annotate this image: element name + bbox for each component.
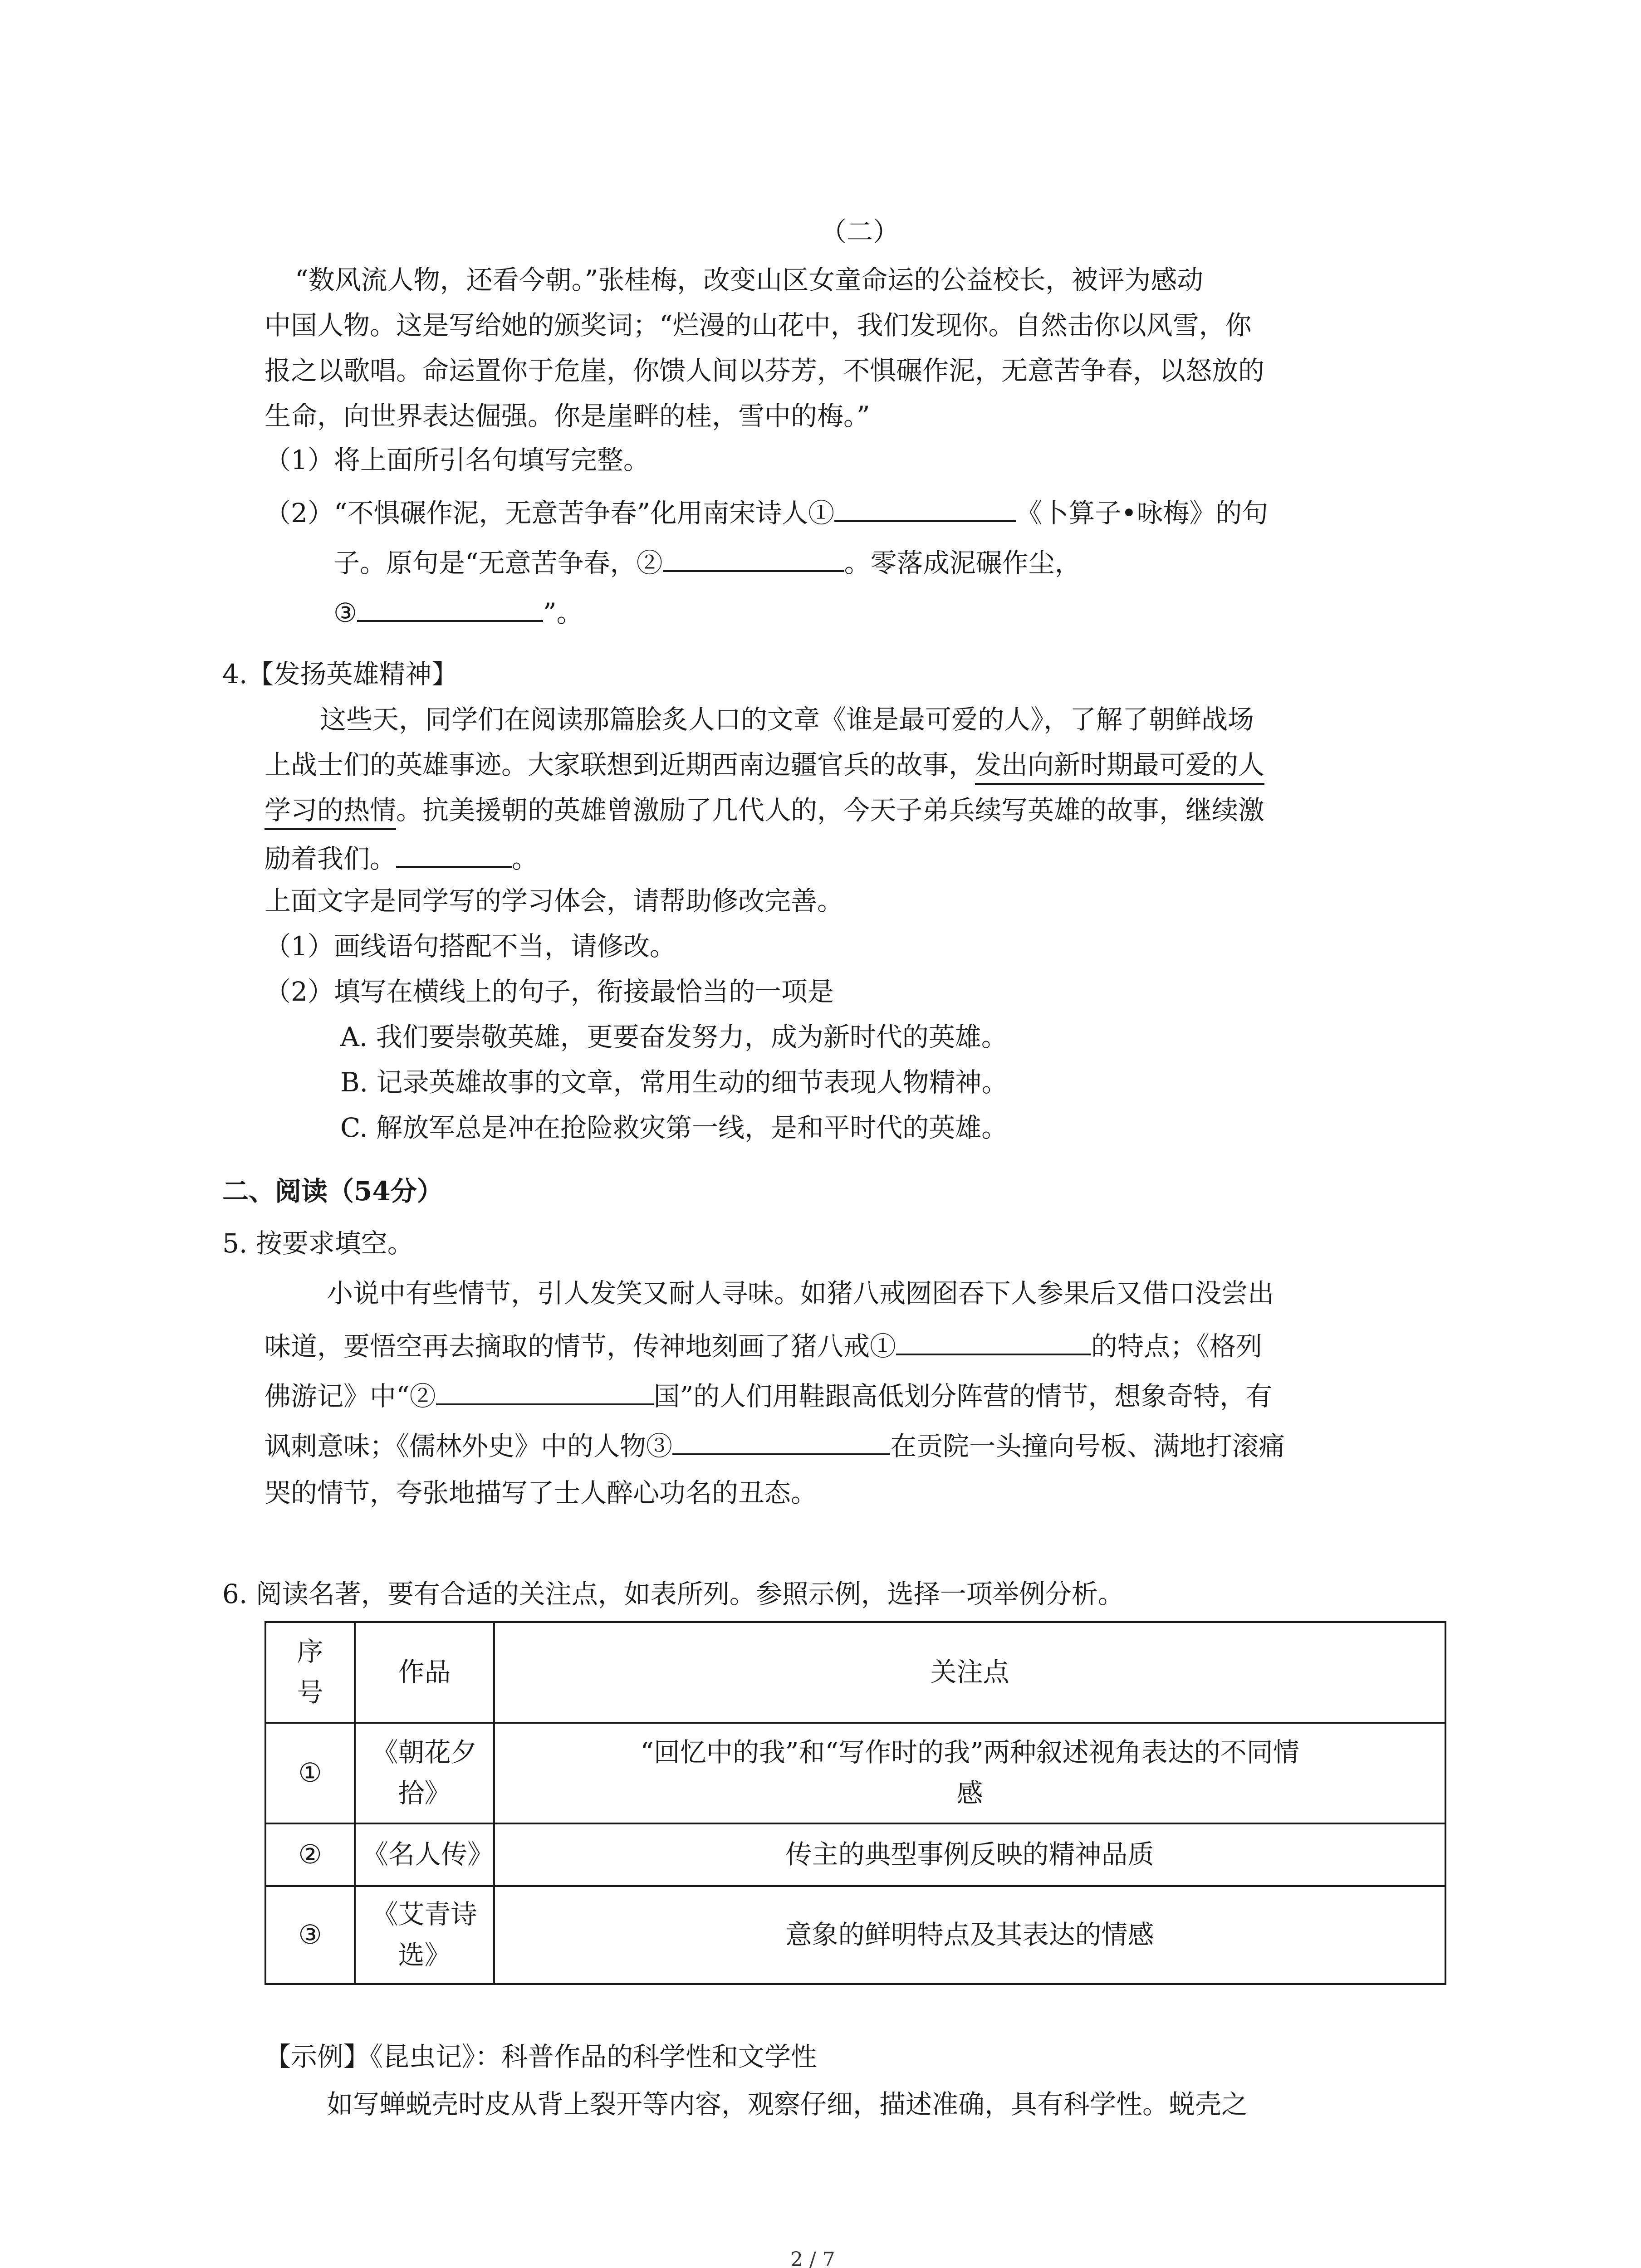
- instruction: 上面文字是同学写的学习体会，请帮助修改完善。: [265, 885, 844, 916]
- question-line: ③ ”。: [333, 597, 583, 628]
- cell-focus: 传主的典型事例反映的精神品质: [494, 1823, 1445, 1886]
- question-line: （2）“不惧碾作泥，无意苦争春”化用南宋诗人① 《卜算子•咏梅》的句: [265, 498, 1269, 528]
- cell-work: 《名人传》: [355, 1823, 494, 1886]
- question-line: （1）将上面所引名句填写完整。: [265, 445, 650, 475]
- paragraph-line: 励着我们。 。: [265, 843, 539, 874]
- paragraph-line: 味道，要悟空再去摘取的情节，传神地刻画了猪八戒① 的特点；《格列: [265, 1331, 1263, 1362]
- answer-blank[interactable]: [436, 1380, 654, 1405]
- cell-work: 《朝花夕 拾》: [355, 1723, 494, 1823]
- cell-work: 《艾青诗 选》: [355, 1886, 494, 1984]
- answer-blank[interactable]: [834, 497, 1016, 522]
- question-title: 6. 阅读名著，要有合适的关注点，如表所列。参照示例，选择一项举例分析。: [222, 1579, 1124, 1609]
- page-number: 2 / 7: [790, 2248, 835, 2268]
- answer-blank[interactable]: [396, 842, 512, 868]
- subquestion: （1）画线语句搭配不当，请修改。: [265, 931, 676, 962]
- example-title: 【示例】《昆虫记》：科普作品的科学性和文学性: [265, 2041, 818, 2072]
- cell-focus: “回忆中的我”和“写作时的我”两种叙述视角表达的不同情 感: [494, 1723, 1445, 1823]
- answer-blank[interactable]: [672, 1430, 890, 1455]
- underlined-sentence: 学习的热情: [265, 795, 396, 830]
- header-cell-no: 序 号: [265, 1622, 355, 1723]
- table-header-row: [265, 1622, 1445, 1723]
- passage-line: 中国人物。这是写给她的颁奖词；“烂漫的山花中，我们发现你。自然击你以风雪，你: [265, 310, 1252, 341]
- option-a[interactable]: A. 我们要崇敬英雄，更要奋发努力，成为新时代的英雄。: [340, 1022, 1008, 1052]
- subquestion: （2）填写在横线上的句子，衔接最恰当的一项是: [265, 976, 834, 1007]
- paragraph-line: 哭的情节，夸张地描写了士人醉心功名的丑态。: [265, 1477, 818, 1508]
- header-cell-focus: 关注点: [494, 1622, 1445, 1723]
- answer-blank[interactable]: [896, 1330, 1091, 1355]
- underlined-sentence: 发出向新时期最可爱的人: [975, 749, 1264, 785]
- header-cell-work: 作品: [355, 1622, 494, 1723]
- cell-no: ①: [265, 1723, 355, 1823]
- paragraph-line: 讽刺意味；《儒林外史》中的人物③ 在贡院一头撞向号板、满地打滚痛: [265, 1431, 1285, 1461]
- cell-no: ②: [265, 1823, 355, 1886]
- passage-line: 报之以歌唱。命运置你于危崖，你馈人间以芬芳，不惧碾作泥，无意苦争春，以怒放的: [265, 355, 1265, 386]
- question-title: 5. 按要求填空。: [222, 1228, 414, 1259]
- paragraph-line: 学习的热情。抗美援朝的英雄曾激励了几代人的，今天子弟兵续写英雄的故事，继续激: [265, 797, 1264, 823]
- option-b[interactable]: B. 记录英雄故事的文章，常用生动的细节表现人物精神。: [340, 1067, 1008, 1098]
- table-row: [265, 1823, 1445, 1886]
- cell-no: ③: [265, 1886, 355, 1984]
- answer-blank[interactable]: [357, 596, 543, 622]
- answer-blank[interactable]: [663, 547, 844, 572]
- paragraph-line: 这些天，同学们在阅读那篇脍炙人口的文章《谁是最可爱的人》，了解了朝鲜战场: [320, 704, 1254, 735]
- option-c[interactable]: C. 解放军总是冲在抢险救灾第一线，是和平时代的英雄。: [340, 1112, 1008, 1143]
- paragraph-line: 上战士们的英雄事迹。大家联想到近期西南边疆官兵的故事，发出向新时期最可爱的人: [265, 752, 1264, 778]
- table-row: [265, 1886, 1445, 1984]
- passage-line: 生命，向世界表达倔强。你是崖畔的桂，雪中的梅。”: [265, 401, 870, 431]
- passage-line: “数风流人物，还看今朝。”张桂梅，改变山区女童命运的公益校长，被评为感动: [295, 264, 1204, 295]
- reading-focus-table: [265, 1621, 1446, 1985]
- question-title: 4.【发扬英雄精神】: [222, 659, 458, 689]
- section-heading: （二）: [820, 216, 900, 247]
- paragraph-line: 小说中有些情节，引人发笑又耐人寻味。如猪八戒囫囵吞下人参果后又借口没尝出: [327, 1278, 1274, 1309]
- cell-focus: 意象的鲜明特点及其表达的情感: [494, 1886, 1445, 1984]
- table-row: [265, 1723, 1445, 1823]
- part-heading: 二、阅读（54分）: [222, 1176, 443, 1207]
- paragraph-line: 佛游记》中“② 国”的人们用鞋跟高低划分阵营的情节，想象奇特，有: [265, 1381, 1273, 1412]
- question-line: 子。原句是“无意苦争春，② 。零落成泥碾作尘，: [333, 547, 1081, 578]
- example-text: 如写蝉蜕壳时皮从背上裂开等内容，观察仔细，描述准确，具有科学性。蜕壳之: [327, 2089, 1248, 2120]
